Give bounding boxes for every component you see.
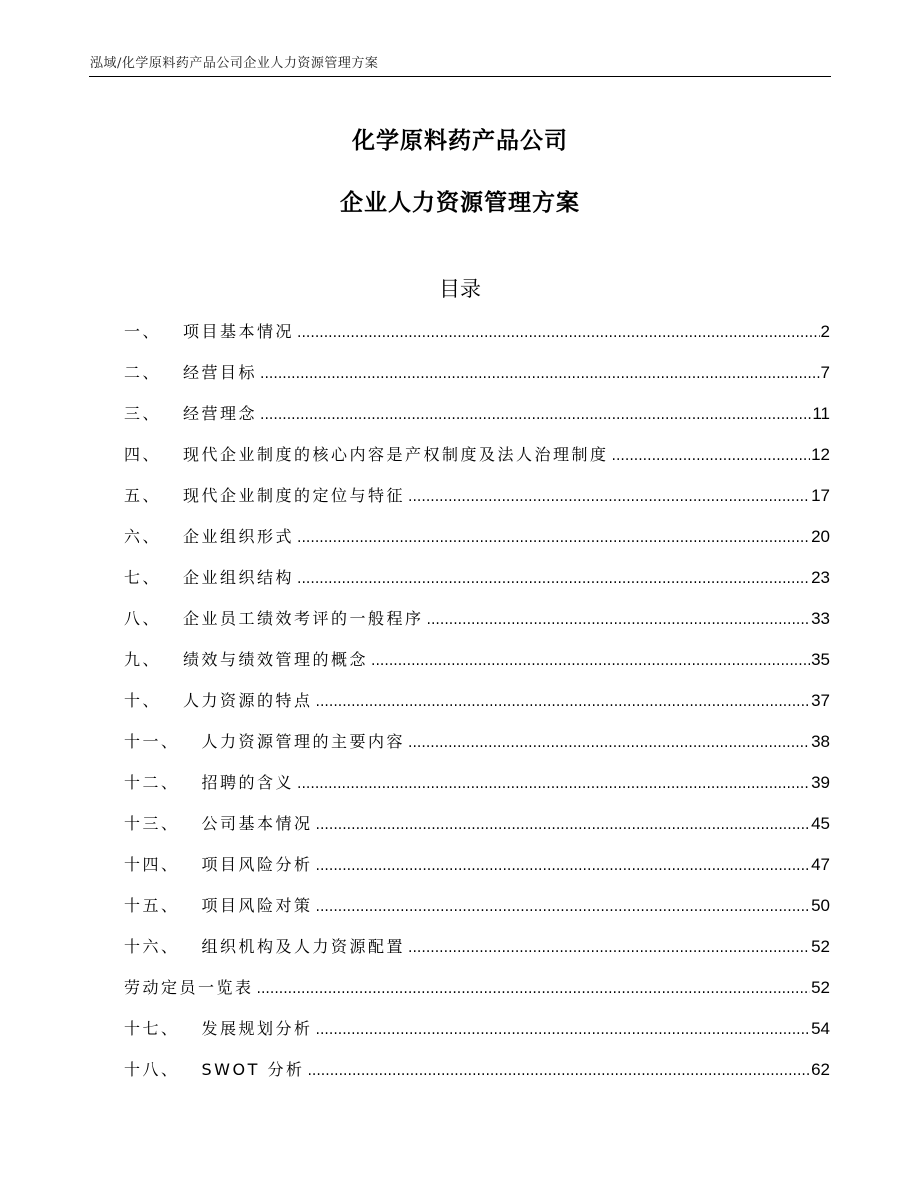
- toc-entry-title: 绩效与绩效管理的概念: [183, 650, 369, 669]
- toc-entry[interactable]: [124, 606, 830, 647]
- toc-entry-number: 五、: [124, 486, 162, 505]
- toc-entry-number: 十二、: [124, 773, 180, 792]
- toc-entry-label: [124, 934, 405, 957]
- toc-entry-label: [124, 770, 294, 793]
- toc-entry[interactable]: [124, 360, 830, 401]
- toc-entry-title: SWOT 分析: [201, 1060, 305, 1079]
- toc-entry-title: 人力资源的特点: [183, 691, 313, 710]
- toc-page-number: 7: [820, 363, 830, 382]
- toc-entry-label: [124, 852, 313, 875]
- toc-entry[interactable]: [124, 893, 830, 934]
- toc-entry-title: 经营理念: [183, 404, 258, 423]
- toc-page-number: 17: [811, 486, 830, 505]
- toc-page-number: 39: [811, 773, 830, 792]
- toc-dot-leader: [408, 735, 810, 751]
- toc-dot-leader: [260, 366, 820, 382]
- toc-heading: 目录: [439, 277, 481, 301]
- toc-entry[interactable]: [124, 647, 830, 688]
- toc-entry[interactable]: [124, 811, 830, 852]
- toc-entry-title: 项目风险对策: [201, 896, 313, 915]
- toc-page-number: 20: [811, 527, 830, 546]
- table-of-contents: [124, 319, 830, 1098]
- running-header: 泓域/化学原料药产品公司企业人力资源管理方案: [90, 56, 379, 71]
- toc-dot-leader: [612, 448, 811, 464]
- toc-entry[interactable]: [124, 934, 830, 975]
- toc-page-number: 52: [811, 978, 830, 997]
- toc-dot-leader: [316, 1022, 811, 1038]
- toc-dot-leader: [316, 694, 811, 710]
- toc-dot-leader: [257, 981, 811, 997]
- toc-entry[interactable]: [124, 565, 830, 606]
- toc-entry-number: 一、: [124, 322, 162, 341]
- toc-dot-leader: [316, 899, 811, 915]
- toc-page-number: 45: [811, 814, 830, 833]
- toc-entry-title: 现代企业制度的定位与特征: [183, 486, 406, 505]
- toc-entry-number: 十一、: [124, 732, 180, 751]
- toc-entry-number: 十、: [124, 691, 162, 710]
- toc-entry-label: [124, 565, 294, 588]
- toc-entry-title: 企业员工绩效考评的一般程序: [183, 609, 424, 628]
- toc-entry[interactable]: [124, 524, 830, 565]
- toc-page-number: 23: [811, 568, 830, 587]
- toc-entry-number: 二、: [124, 363, 162, 382]
- toc-dot-leader: [316, 858, 811, 874]
- toc-page-number: 35: [811, 650, 830, 669]
- document-title-line-2: 企业人力资源管理方案: [340, 190, 580, 216]
- toc-entry-number: 九、: [124, 650, 162, 669]
- toc-dot-leader: [260, 407, 811, 423]
- toc-dot-leader: [297, 571, 810, 587]
- toc-entry-title: 招聘的含义: [201, 773, 295, 792]
- toc-entry-label: [124, 401, 257, 424]
- toc-page-number: 52: [811, 937, 830, 956]
- toc-entry-title: 发展规划分析: [201, 1019, 313, 1038]
- toc-dot-leader: [408, 940, 810, 956]
- header-rule: [89, 76, 831, 77]
- toc-dot-leader: [371, 653, 810, 669]
- toc-entry-label: [124, 1057, 304, 1080]
- toc-entry-title: 项目基本情况: [183, 322, 295, 341]
- toc-entry-title: 企业组织结构: [183, 568, 295, 587]
- toc-entry-label: [124, 319, 294, 342]
- toc-entry[interactable]: [124, 483, 830, 524]
- document-title-line-1: 化学原料药产品公司: [352, 128, 568, 154]
- toc-entry[interactable]: [124, 770, 830, 811]
- toc-entry[interactable]: [124, 1016, 830, 1057]
- toc-entry-title: 经营目标: [183, 363, 258, 382]
- toc-dot-leader: [307, 1063, 810, 1079]
- toc-entry[interactable]: [124, 852, 830, 893]
- toc-entry[interactable]: [124, 319, 830, 360]
- toc-entry-title: 人力资源管理的主要内容: [201, 732, 406, 751]
- toc-page-number: 47: [811, 855, 830, 874]
- toc-page-number: 38: [811, 732, 830, 751]
- toc-entry-number: 十八、: [124, 1060, 180, 1079]
- toc-entry-number: 十三、: [124, 814, 180, 833]
- toc-entry[interactable]: [124, 442, 830, 483]
- toc-dot-leader: [408, 489, 810, 505]
- toc-entry-label: [124, 1016, 313, 1039]
- toc-entry-label: [124, 893, 313, 916]
- toc-entry-number: 十五、: [124, 896, 180, 915]
- toc-entry[interactable]: [124, 1057, 830, 1098]
- toc-page-number: 50: [811, 896, 830, 915]
- toc-entry-label: [124, 360, 257, 383]
- toc-entry[interactable]: [124, 688, 830, 729]
- toc-entry-label: [124, 606, 424, 629]
- toc-entry-number: 十七、: [124, 1019, 180, 1038]
- toc-entry[interactable]: [124, 401, 830, 442]
- toc-entry-number: 十六、: [124, 937, 180, 956]
- toc-entry-label: [124, 729, 405, 752]
- toc-page-number: 54: [811, 1019, 830, 1038]
- toc-entry-label: [124, 811, 313, 834]
- toc-dot-leader: [297, 530, 810, 546]
- toc-entry-number: 八、: [124, 609, 162, 628]
- toc-entry-title: 项目风险分析: [201, 855, 313, 874]
- toc-entry-label: [124, 975, 254, 998]
- toc-entry[interactable]: [124, 729, 830, 770]
- toc-dot-leader: [427, 612, 811, 628]
- toc-page-number: 11: [812, 404, 830, 423]
- toc-page-number: 2: [820, 322, 830, 341]
- toc-entry-title: 企业组织形式: [183, 527, 295, 546]
- toc-entry-label: [124, 442, 609, 465]
- toc-entry-number: 六、: [124, 527, 162, 546]
- toc-entry-label: [124, 483, 405, 506]
- toc-page-number: 37: [811, 691, 830, 710]
- toc-entry-title: 组织机构及人力资源配置: [201, 937, 406, 956]
- toc-dot-leader: [316, 817, 811, 833]
- toc-entry-number: 四、: [124, 445, 162, 464]
- toc-entry-label: [124, 524, 294, 547]
- toc-entry-number: 十四、: [124, 855, 180, 874]
- toc-entry[interactable]: [124, 975, 830, 1016]
- toc-entry-label: [124, 647, 368, 670]
- toc-page-number: 12: [811, 445, 830, 464]
- toc-page-number: 33: [811, 609, 830, 628]
- toc-entry-label: [124, 688, 313, 711]
- toc-entry-title: 劳动定员一览表: [124, 978, 254, 997]
- toc-dot-leader: [297, 325, 820, 341]
- toc-page-number: 62: [811, 1060, 830, 1079]
- toc-dot-leader: [297, 776, 810, 792]
- toc-entry-title: 现代企业制度的核心内容是产权制度及法人治理制度: [183, 445, 609, 464]
- toc-entry-title: 公司基本情况: [201, 814, 313, 833]
- toc-entry-number: 三、: [124, 404, 162, 423]
- toc-entry-number: 七、: [124, 568, 162, 587]
